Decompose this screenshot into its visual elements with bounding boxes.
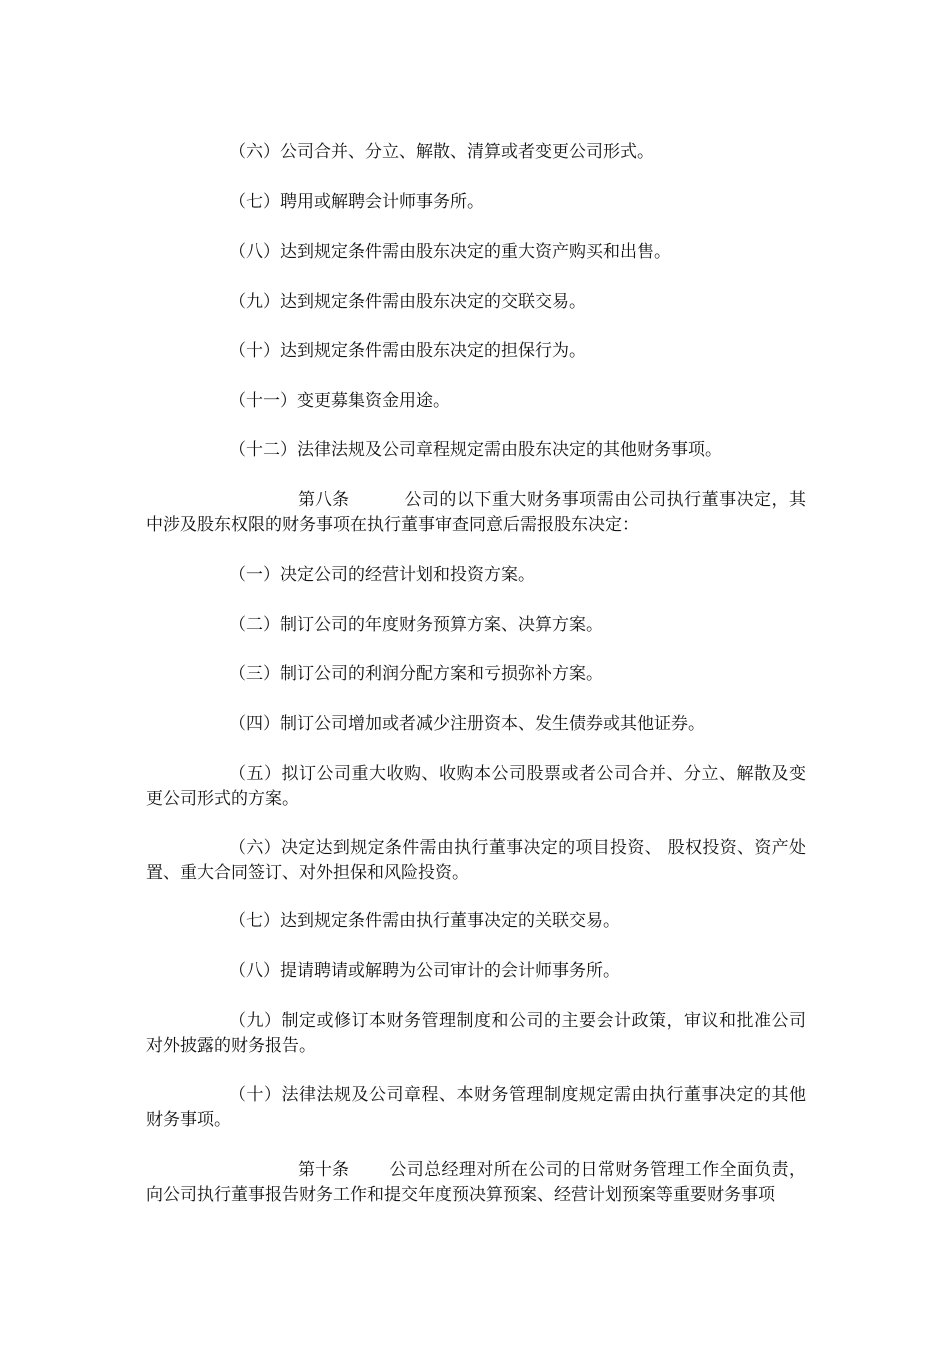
list-item: （八）提请聘请或解聘为公司审计的会计师事务所。 — [229, 961, 620, 981]
list-item: （四）制订公司增加或者减少注册资本、发生债券或其他证券。 — [229, 714, 705, 734]
list-item: （三）制订公司的利润分配方案和亏损弥补方案。 — [229, 664, 603, 684]
list-item: （九）达到规定条件需由股东决定的交联交易。 — [229, 292, 586, 312]
list-item: （六）公司合并、分立、解散、清算或者变更公司形式。 — [229, 142, 654, 162]
list-item: （五）拟订公司重大收购、收购本公司股票或者公司合并、分立、解散及变更公司形式的方案。 — [146, 764, 806, 809]
article-number: 第八条 — [298, 490, 349, 510]
list-item: （七）聘用或解聘会计师事务所。 — [229, 192, 484, 212]
article-text: 公司的以下重大财务事项需由公司执行董事决定，其中涉及股东权限的财务事项在执行董事审查同意后需报股东决定： — [146, 490, 806, 535]
list-item: （六）决定达到规定条件需由执行董事决定的项目投资、 股权投资、资产处置、重大合同签订、对外担保和风险投资。 — [146, 838, 806, 883]
list-item: （一）决定公司的经营计划和投资方案。 — [229, 565, 535, 585]
list-item: （十二）法律法规及公司章程规定需由股东决定的其他财务事项。 — [229, 440, 722, 460]
article-8 — [146, 488, 806, 538]
article-text: 公司总经理对所在公司的日常财务管理工作全面负责，向公司执行董事报告财务工作和提交年度预决算预案、经营计划预案等重要财务事项 — [146, 1160, 806, 1205]
list-item: （十一）变更募集资金用途。 — [229, 391, 450, 411]
list-item: （十）法律法规及公司章程、本财务管理制度规定需由执行董事决定的其他财务事项。 — [146, 1085, 806, 1130]
list-item: （九）制定或修订本财务管理制度和公司的主要会计政策，审议和批准公司对外披露的财务报告。 — [146, 1011, 806, 1056]
list-item: （十）达到规定条件需由股东决定的担保行为。 — [229, 341, 586, 361]
list-item: （七）达到规定条件需由执行董事决定的关联交易。 — [229, 911, 620, 931]
article-number: 第十条 — [298, 1160, 349, 1180]
list-item: （八）达到规定条件需由股东决定的重大资产购买和出售。 — [229, 242, 671, 262]
list-item: （二）制订公司的年度财务预算方案、决算方案。 — [229, 615, 603, 635]
article-10 — [146, 1158, 806, 1208]
